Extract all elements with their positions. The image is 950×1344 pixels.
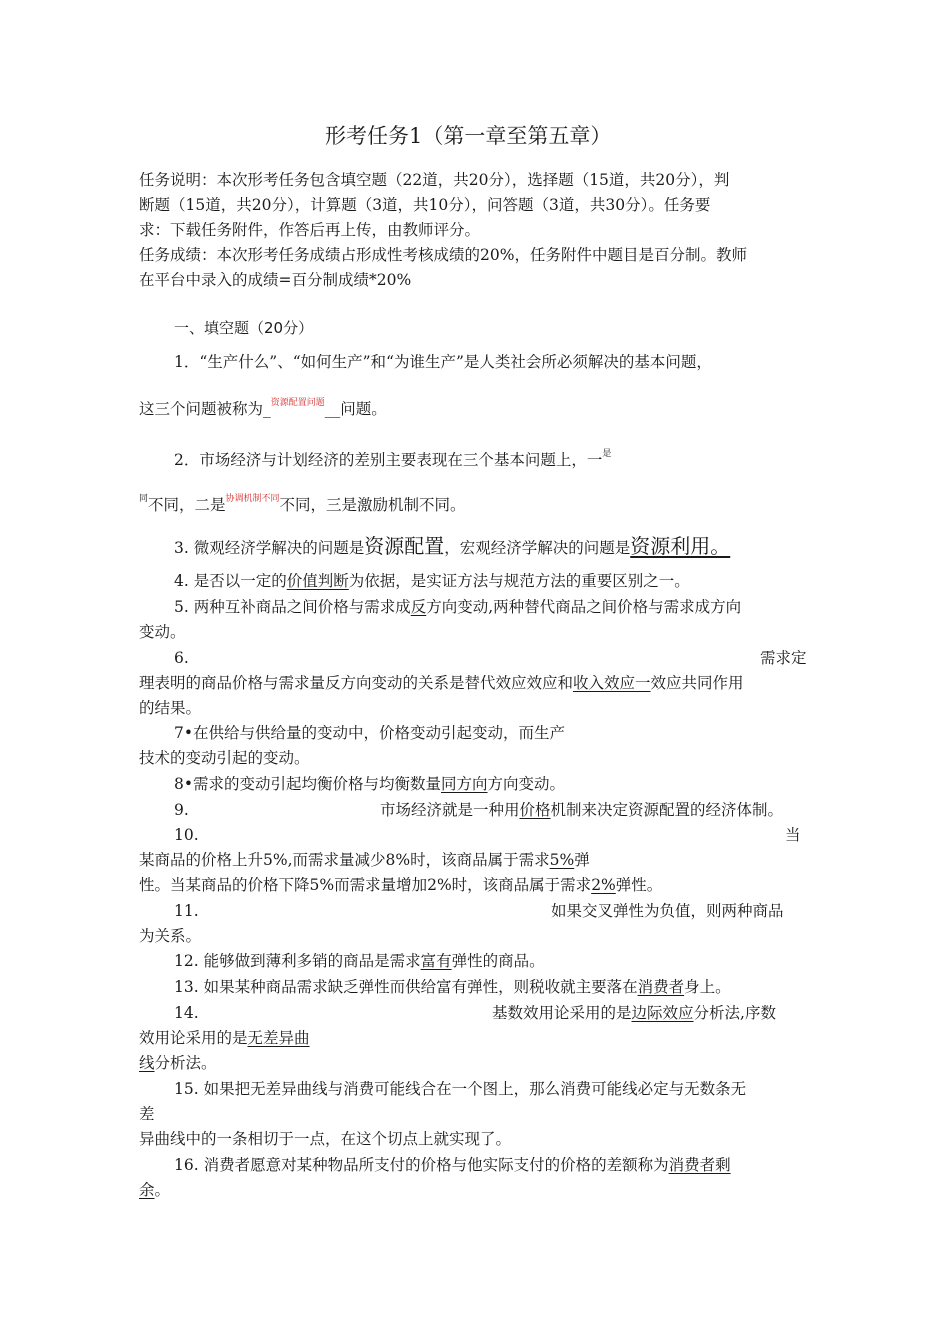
q15-line-2: 差 — [139, 1105, 155, 1123]
q16-pre: 16. 消费者愿意对某种物品所支付的价格与他实际支付的价格的差额称为 — [174, 1156, 669, 1174]
q10-right: 当 — [785, 826, 801, 844]
q4-pre: 4. 是否以一定的 — [174, 572, 287, 590]
q3-answer-1: 资源配置 — [364, 534, 445, 558]
q3-answer-2: 资源利用。 — [630, 534, 731, 558]
q11-right: 如果交叉弹性为负值，则两种商品 — [551, 902, 784, 920]
q16-line-1 — [174, 1155, 731, 1175]
q4-post: 为依据，是实证方法与规范方法的重要区别之一。 — [348, 572, 690, 590]
q1-line-1: 1．“生产什么”、“如何生产”和“为谁生产”是人类社会所必须解决的基本问题， — [174, 353, 712, 371]
q10-pre-2: 性。当某商品的价格下降5%而需求量增加2%时，该商品属于需求 — [139, 876, 592, 894]
q10-answer-2: 2% — [591, 876, 616, 894]
q12-line — [174, 951, 545, 971]
q8-line — [174, 774, 565, 794]
q9-line — [380, 800, 783, 820]
q12-pre: 12. 能够做到薄利多销的商品是需求 — [174, 952, 421, 970]
q12-answer: 富有 — [420, 952, 452, 970]
q10-line-2 — [139, 850, 590, 870]
q9-post: 机制来决定资源配置的经济体制。 — [550, 801, 784, 819]
q12-post: 弹性的商品。 — [451, 952, 545, 970]
q14-post-2: 分析法。 — [154, 1054, 217, 1072]
q9-number: 9. — [174, 801, 189, 819]
section-heading: 一、填空题（20分） — [174, 319, 314, 337]
q7-line-2: 技术的变动引起的变动。 — [139, 749, 310, 767]
q2-text: 2．市场经济与计划经济的差别主要表现在三个基本问题上，一 — [174, 451, 603, 469]
q5-post: 方向变动,两种替代商品之间价格与需求成方向 — [426, 598, 742, 616]
q2-line-2 — [139, 489, 466, 515]
q5-pre: 5. 两种互补商品之间价格与需求成 — [174, 598, 411, 616]
q14-pre-2: 效用论采用的是 — [139, 1029, 248, 1047]
q16-answer-2: 余 — [139, 1181, 155, 1199]
q13-answer: 消费者 — [637, 978, 685, 996]
q14-answer-2a: 无差异曲 — [247, 1029, 310, 1047]
intro-line-3: 求：下载任务附件，作答后再上传，由教师评分。 — [139, 221, 481, 239]
q5-line-2: 变动。 — [139, 623, 186, 641]
q16-post: 。 — [154, 1181, 171, 1199]
q14-number: 14. — [174, 1004, 199, 1022]
q10-answer-1: 5% — [549, 851, 575, 869]
q16-line-2 — [139, 1180, 170, 1200]
q3-mid: ，宏观经济学解决的问题是 — [444, 539, 631, 557]
q14-answer-2b: 线 — [139, 1054, 155, 1072]
q10-post-2: 弹性。 — [615, 876, 663, 894]
q14-line-3 — [139, 1053, 217, 1073]
q14-post: 分析法,序数 — [693, 1004, 776, 1022]
q6-line-3: 的结果。 — [139, 699, 202, 717]
q15-line-3: 异曲线中的一条相切于一点，在这个切点上就实现了。 — [139, 1130, 512, 1148]
q4-line — [174, 571, 690, 591]
q1-answer: 资源配置问题 — [270, 398, 325, 408]
q13-line — [174, 977, 731, 997]
q10-post: 弹 — [574, 851, 590, 869]
intro-line-2: 断题（15道，共20分），计算题（3道，共10分），问答题（3道，共30分）。任务要 — [139, 196, 711, 214]
q13-post: 身上。 — [684, 978, 731, 996]
q2-sup-2: 同 — [139, 494, 149, 504]
q14-right — [492, 1003, 776, 1023]
q5-answer: 反 — [410, 598, 427, 616]
intro-line-4: 任务成绩：本次形考任务成绩占形成性考核成绩的20%，任务附件中题目是百分制。教师 — [139, 246, 747, 264]
page-title: 形考任务1（第一章至第五章） — [325, 124, 612, 148]
q6-answer: 收入效应一 — [573, 674, 651, 692]
q2-sup-1: 是 — [602, 449, 612, 459]
q2-answer: 协调机制不同 — [225, 494, 280, 504]
q1-pre: 这三个问题被称为_ — [139, 400, 271, 418]
q3-pre: 3. 微观经济学解决的问题是 — [174, 539, 365, 557]
q6-right: 需求定 — [760, 649, 807, 667]
q5-line-1 — [174, 597, 741, 617]
q15-line-1: 15. 如果把无差异曲线与消费可能线合在一个图上，那么消费可能线必定与无数条无 — [174, 1080, 747, 1098]
q6-pre: 理表明的商品价格与需求量反方向变动的关系是替代效应效应和 — [139, 674, 574, 692]
q6-line-2 — [139, 673, 744, 693]
q8-answer: 同方向 — [441, 775, 488, 793]
q2-post: 不同，三是激励机制不同。 — [279, 496, 466, 514]
q3-line — [174, 534, 730, 560]
q7-line-1: 7•在供给与供给量的变动中，价格变动引起变动，而生产 — [174, 724, 566, 742]
q2-line-1 — [174, 444, 611, 470]
q4-answer: 价值判断 — [286, 572, 349, 590]
q9-pre: 市场经济就是一种用 — [380, 801, 520, 819]
q11-line-2: 为关系。 — [139, 927, 202, 945]
q13-pre: 13. 如果某种商品需求缺乏弹性而供给富有弹性，则税收就主要落在 — [174, 978, 638, 996]
q1-line-2 — [139, 393, 387, 419]
q14-answer-1: 边际效应 — [631, 1004, 694, 1022]
q11-number: 11. — [174, 902, 199, 920]
intro-line-1: 任务说明：本次形考任务包含填空题（22道，共20分），选择题（15道，共20分），判 — [139, 171, 730, 189]
intro-line-5: 在平台中录入的成绩=百分制成绩*20% — [139, 271, 412, 289]
q8-post: 方向变动。 — [487, 775, 566, 793]
q10-pre: 某商品的价格上升5%,而需求量减少8%时，该商品属于需求 — [139, 851, 550, 869]
q1-post: __问题。 — [324, 400, 387, 418]
q6-post: 效应共同作用 — [650, 674, 744, 692]
q10-number: 10. — [174, 826, 199, 844]
q6-number: 6. — [174, 649, 189, 667]
q8-pre: 8•需求的变动引起均衡价格与均衡数量 — [174, 775, 442, 793]
q10-line-3 — [139, 875, 662, 895]
q16-answer-1: 消费者剩 — [668, 1156, 731, 1174]
q9-answer: 价格 — [519, 801, 551, 819]
q14-line-2 — [139, 1028, 310, 1048]
q14-pre: 基数效用论采用的是 — [492, 1004, 632, 1022]
q2-mid: 不同，二是 — [148, 496, 226, 514]
